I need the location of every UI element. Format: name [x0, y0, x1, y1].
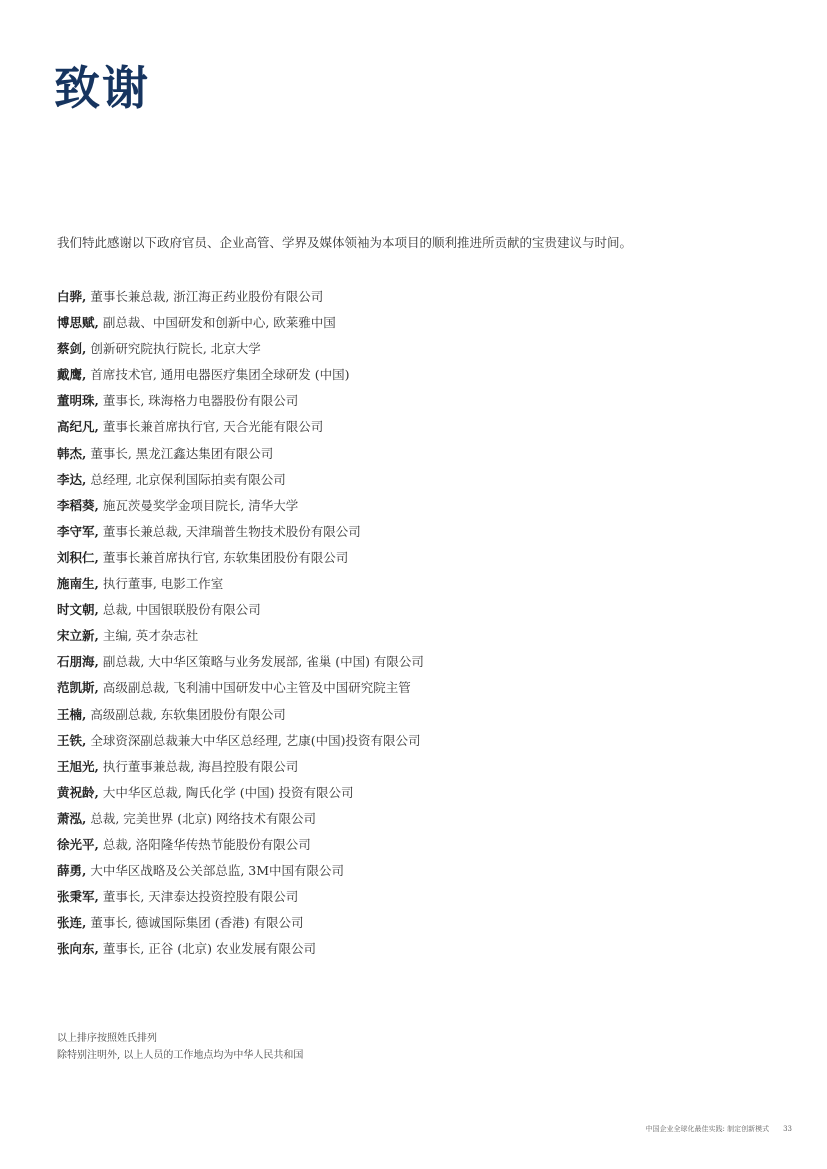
person-role: 执行董事, 电影工作室: [98, 576, 224, 592]
person-name: 董明珠,: [57, 393, 99, 409]
person-role: 董事长, 正谷 (北京) 农业发展有限公司: [98, 941, 316, 957]
person-role: 副总裁、中国研发和创新中心, 欧莱雅中国: [98, 315, 336, 331]
person-role: 执行董事兼总裁, 海昌控股有限公司: [98, 758, 299, 774]
person-name: 李稻葵,: [57, 497, 99, 513]
person-name: 李守军,: [57, 523, 99, 539]
list-item: [57, 444, 424, 470]
person-role: 董事长兼首席执行官, 东软集团股份有限公司: [98, 549, 349, 565]
person-role: 总裁, 中国银联股份有限公司: [98, 602, 261, 618]
person-name: 石朋海,: [57, 654, 99, 670]
person-name: 时文朝,: [57, 602, 99, 618]
list-item: [57, 417, 424, 443]
list-item: [57, 652, 424, 678]
person-role: 高级副总裁, 飞利浦中国研发中心主管及中国研究院主管: [98, 680, 411, 696]
list-item: [57, 913, 424, 939]
list-item: [57, 731, 424, 757]
list-item: [57, 548, 424, 574]
person-name: 博思赋,: [57, 315, 99, 331]
page-footer: [645, 1124, 792, 1134]
person-name: 张秉军,: [57, 889, 99, 905]
person-name: 徐光平,: [57, 836, 99, 852]
person-role: 总裁, 洛阳隆华传热节能股份有限公司: [98, 836, 311, 852]
person-name: 戴鹰,: [57, 367, 87, 383]
person-role: 首席技术官, 通用电器医疗集团全球研发 (中国): [86, 367, 350, 383]
person-role: 副总裁, 大中华区策略与业务发展部, 雀巢 (中国) 有限公司: [98, 654, 424, 670]
person-role: 大中华区总裁, 陶氏化学 (中国) 投资有限公司: [98, 784, 354, 800]
person-role: 全球资深副总裁兼大中华区总经理, 艺康(中国)投资有限公司: [86, 732, 421, 748]
person-name: 张向东,: [57, 941, 99, 957]
list-item: [57, 365, 424, 391]
person-name: 王铁,: [57, 732, 87, 748]
person-role: 主编, 英才杂志社: [98, 628, 199, 644]
list-item: [57, 887, 424, 913]
person-name: 萧泓,: [57, 810, 87, 826]
list-item: [57, 522, 424, 548]
list-item: [57, 574, 424, 600]
list-item: [57, 939, 424, 965]
person-name: 王旭光,: [57, 758, 99, 774]
person-role: 大中华区战略及公关部总监, 3M中国有限公司: [86, 863, 345, 879]
person-name: 张连,: [57, 915, 87, 931]
list-item: [57, 678, 424, 704]
list-item: [57, 626, 424, 652]
person-role: 董事长, 黑龙江鑫达集团有限公司: [86, 445, 274, 461]
person-role: 董事长兼总裁, 天津瑞普生物技术股份有限公司: [98, 523, 361, 539]
page-title: 致谢: [54, 61, 150, 115]
person-name: 蔡剑,: [57, 341, 87, 357]
person-name: 黄祝龄,: [57, 784, 99, 800]
list-item: [57, 861, 424, 887]
footer-title: 中国企业全球化最佳实践: 制定创新模式: [645, 1125, 770, 1133]
footnotes: [57, 1030, 303, 1064]
list-item: [57, 600, 424, 626]
acknowledgement-list: [57, 287, 424, 965]
page-number: 33: [783, 1125, 792, 1133]
list-item: [57, 391, 424, 417]
person-role: 创新研究院执行院长, 北京大学: [86, 341, 261, 357]
person-name: 白骅,: [57, 289, 87, 304]
list-item: [57, 287, 424, 313]
person-name: 刘积仁,: [57, 549, 99, 565]
person-role: 董事长兼首席执行官, 天合光能有限公司: [98, 419, 324, 435]
person-role: 总裁, 完美世界 (北京) 网络技术有限公司: [86, 810, 316, 826]
person-name: 王楠,: [57, 706, 87, 722]
list-item: [57, 496, 424, 522]
list-item: [57, 339, 424, 365]
person-name: 李达,: [57, 471, 87, 487]
person-role: 总经理, 北京保利国际拍卖有限公司: [86, 471, 286, 487]
list-item: [57, 809, 424, 835]
list-item: [57, 313, 424, 339]
person-name: 范凯斯,: [57, 680, 99, 696]
person-name: 薛勇,: [57, 863, 87, 879]
person-role: 高级副总裁, 东软集团股份有限公司: [86, 706, 286, 722]
person-role: 董事长, 珠海格力电器股份有限公司: [98, 393, 299, 409]
person-role: 施瓦茨曼奖学金项目院长, 清华大学: [98, 497, 299, 513]
person-name: 高纪凡,: [57, 419, 99, 435]
person-role: 董事长, 德诚国际集团 (香港) 有限公司: [86, 915, 304, 931]
list-item: [57, 757, 424, 783]
person-name: 韩杰,: [57, 445, 87, 461]
person-role: 董事长, 天津泰达投资控股有限公司: [98, 889, 299, 905]
list-item: [57, 470, 424, 496]
person-role: 董事长兼总裁, 浙江海正药业股份有限公司: [86, 289, 324, 304]
list-item: [57, 705, 424, 731]
list-item: [57, 835, 424, 861]
list-item: [57, 783, 424, 809]
person-name: 施南生,: [57, 576, 99, 592]
person-name: 宋立新,: [57, 628, 99, 644]
sort-note: 以上排序按照姓氏排列: [57, 1033, 157, 1044]
intro-paragraph: 我们特此感谢以下政府官员、企业高管、学界及媒体领袖为本项目的顺利推进所贡献的宝贵建议与时间。: [57, 235, 633, 250]
location-note: 除特别注明外, 以上人员的工作地点均为中华人民共和国: [57, 1050, 304, 1061]
